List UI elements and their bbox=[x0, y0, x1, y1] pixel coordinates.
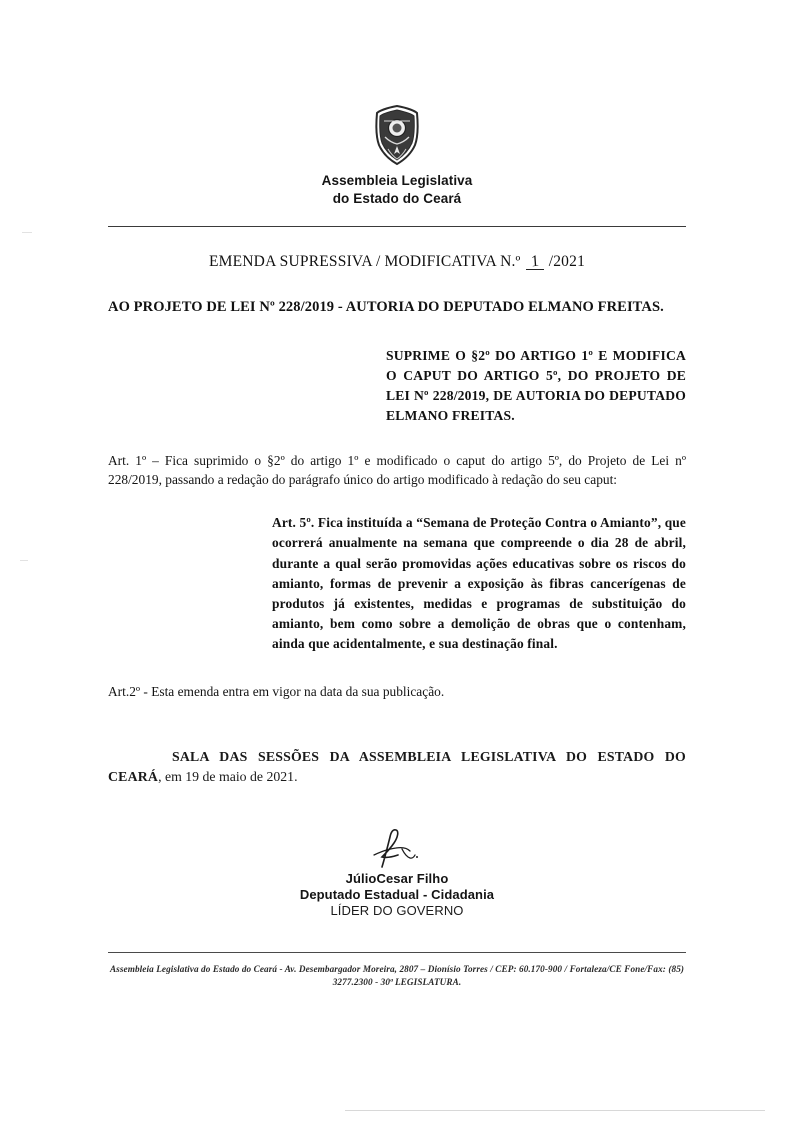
institution-name-line2: do Estado do Ceará bbox=[332, 191, 462, 207]
footer-address-line2: 3277.2300 - 30ª LEGISLATURA. bbox=[332, 977, 462, 988]
footer-address bbox=[87, 963, 707, 990]
signatory-name: JúlioCesar Filho bbox=[345, 871, 449, 887]
document-title-prefix: EMENDA SUPRESSIVA / MODIFICATIVA N.º bbox=[208, 253, 521, 271]
document-number-handwritten: 1 bbox=[525, 253, 545, 270]
closing-statement bbox=[108, 747, 686, 787]
handwritten-signature-icon bbox=[108, 827, 686, 869]
document-footer bbox=[0, 952, 794, 990]
coat-of-arms-icon bbox=[370, 104, 424, 166]
signature-block bbox=[108, 827, 686, 918]
closing-date-text: , em 19 de maio de 2021. bbox=[158, 769, 298, 785]
project-reference-line: AO PROJETO DE LEI Nº 228/2019 - AUTORIA DO DEPUTADO ELMANO FREITAS. bbox=[108, 299, 664, 316]
institution-name-line1: Assembleia Legislativa bbox=[321, 173, 473, 188]
scan-artifact bbox=[22, 232, 32, 233]
closing-caps-text: SALA DAS SESSÕES DA ASSEMBLEIA LEGISLATIVA DO ESTADO DO CEARÁ bbox=[108, 749, 686, 785]
scan-artifact bbox=[20, 560, 28, 561]
quoted-article-5: Art. 5º. Fica instituída a “Semana de Proteção Contra o Amianto”, que ocorrerá anualmente na semana que compreende o dia 28 de abril, durante a qual serão promovidas ações educativas sobre os riscos do amianto, formas de prevenir a exposição às fibras cancerígenas de produtos já existentes, medidas e programas de substituição do amianto, bem como sobre a demolição de obras que o contenham, ainda que acidentalmente, e sua destinação final. bbox=[272, 515, 686, 651]
signatory-role: Deputado Estadual - Cidadania bbox=[299, 887, 495, 903]
article-2-paragraph: Art.2º - Esta emenda entra em vigor na data da sua publicação. bbox=[108, 684, 445, 700]
document-body bbox=[108, 227, 686, 918]
document-title-year: /2021 bbox=[548, 253, 586, 271]
document-summary: SUPRIME O §2º DO ARTIGO 1º E MODIFICA O CAPUT DO ARTIGO 5º, DO PROJETO DE LEI Nº 228/2019, DE AUTORIA DO DEPUTADO ELMANO FREITAS. bbox=[386, 348, 686, 423]
document-header bbox=[0, 0, 794, 227]
footer-divider bbox=[108, 952, 686, 953]
document-title bbox=[108, 253, 686, 271]
scan-edge-line bbox=[345, 1110, 765, 1111]
signatory-position: LÍDER DO GOVERNO bbox=[330, 903, 464, 919]
footer-address-line1: Assembleia Legislativa do Estado do Ceará - Av. Desembargador Moreira, 2807 – Dionísio Torres / CEP: 60.170-900 / Fortaleza/CE Fone/Fax: (85) bbox=[109, 964, 685, 974]
institution-name bbox=[0, 172, 794, 208]
article-1-paragraph: Art. 1º – Fica suprimido o §2º do artigo 1º e modificado o caput do artigo 5º, do Projeto de Lei nº 228/2019, passando a redação do parágrafo único do artigo modificado à redação do seu caput: bbox=[108, 453, 686, 488]
